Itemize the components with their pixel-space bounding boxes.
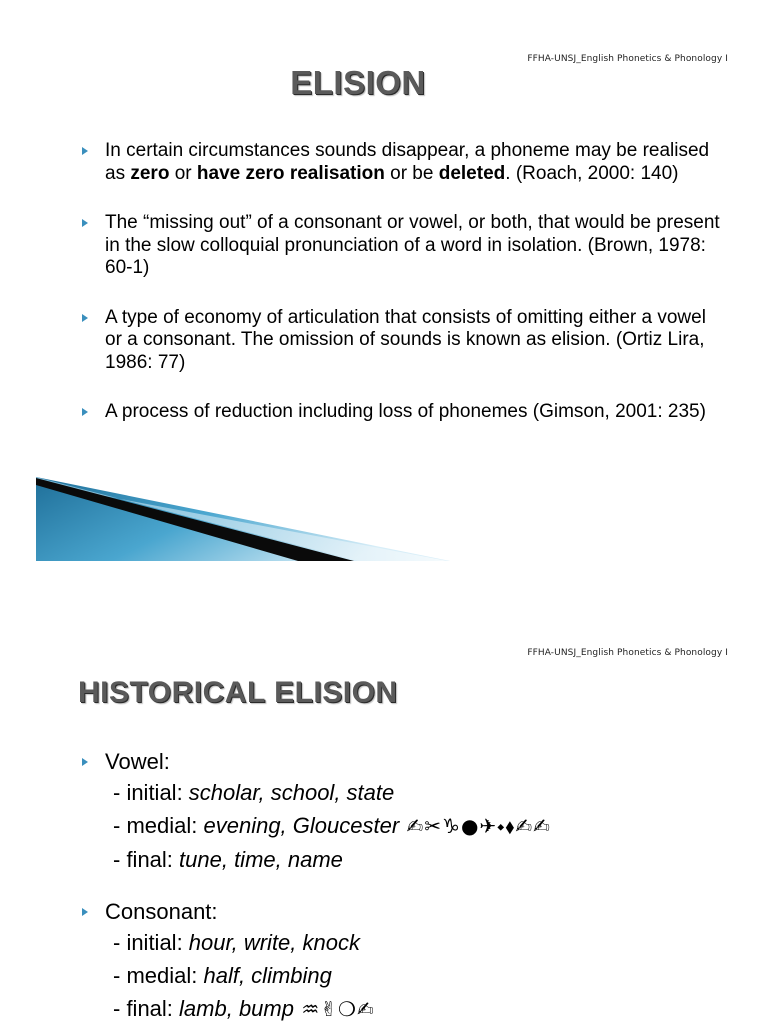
example-line: - final: lamb, bump ♒✌❍✍ (113, 996, 375, 1021)
definition-bullet: A type of economy of articulation that consists of omitting either a vowel or a consonant. The omission of sounds is known as elision. (Ortiz Lira, 1986: 77) (82, 307, 722, 375)
consonant-group (82, 898, 742, 1024)
definition-bullet: A process of reduction including loss of phonemes (Gimson, 2001: 235) (82, 401, 722, 424)
vowel-group (82, 748, 742, 876)
course-header: FFHA-UNSJ_English Phonetics & Phonology I (527, 648, 728, 658)
wingding-glyphs: ♒✌❍✍ (293, 997, 375, 1021)
definition-list (82, 140, 722, 451)
bullet-arrow-icon (82, 219, 88, 227)
wingding-glyphs: ✍✂♑●✈⬩⬧✍✍ (399, 814, 551, 838)
slide-title: ELISION (290, 64, 426, 101)
bullet-arrow-icon (82, 908, 88, 916)
group-heading: Vowel: (82, 748, 742, 776)
slide-title: HISTORICAL ELISION (78, 676, 398, 709)
example-line: - final: tune, time, name (113, 847, 343, 872)
bullet-arrow-icon (82, 314, 88, 322)
bullet-arrow-icon (82, 408, 88, 416)
example-line: - initial: hour, write, knock (113, 930, 360, 955)
example-line: - medial: evening, Gloucester ✍✂♑●✈⬩⬧✍✍ (113, 813, 551, 838)
elision-examples (82, 748, 742, 1024)
example-line: - medial: half, climbing (113, 963, 332, 988)
example-line: - initial: scholar, school, state (113, 780, 395, 805)
group-heading: Consonant: (82, 898, 742, 926)
course-header: FFHA-UNSJ_English Phonetics & Phonology I (527, 54, 728, 64)
bullet-arrow-icon (82, 147, 88, 155)
definition-bullet: In certain circumstances sounds disappear, a phoneme may be realised as zero or have zero realisation or be deleted. (Roach, 2000: 140) (82, 140, 722, 185)
definition-bullet: The “missing out” of a consonant or vowel, or both, that would be present in the slow colloquial pronunciation of a word in isolation. (Brown, 1978: 60-1) (82, 212, 722, 280)
slide-historical-elision (0, 600, 768, 1024)
decorative-swoosh (36, 477, 450, 561)
bullet-arrow-icon (82, 758, 88, 766)
